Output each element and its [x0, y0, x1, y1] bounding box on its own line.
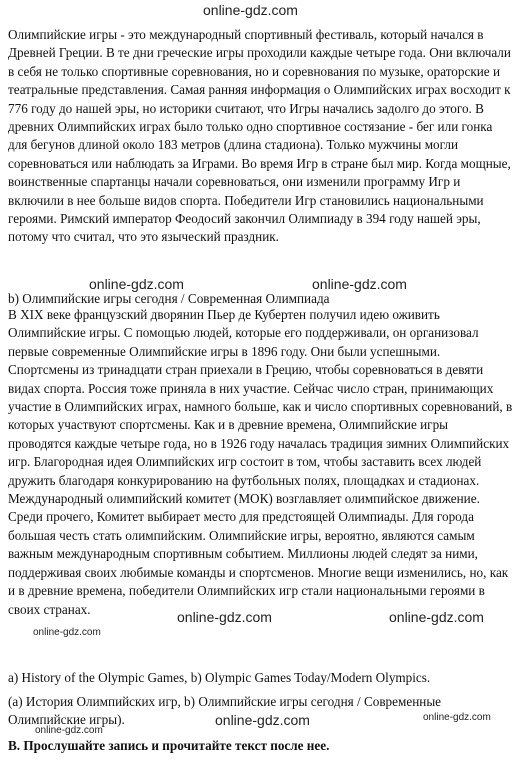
watermark-lower-left: online-gdz.com — [33, 627, 101, 638]
task-b-title: B. Прослушайте запись и прочитайте текст после нее. — [8, 738, 330, 753]
watermark-lower-right: online-gdz.com — [389, 609, 484, 625]
section-b-heading: b) Олимпийские игры сегодня / Современная Олимпиада — [8, 291, 330, 306]
watermark-lower-center: online-gdz.com — [177, 609, 272, 625]
watermark-top: online-gdz.com — [203, 2, 298, 18]
paragraph-modern-olympics: В XIX веке французский дворянин Пьер де Кубертен получил идею оживить Олимпийские игры. С помощью людей, которые его поддерживали, он организовал первые современные Олимпийские игры в 1896 году. Они были успешными. Спортсмены из тринадцати стран приехали в Грецию, чтобы соревноваться в девяти видах спорта. Россия тоже приняла в них участие. Сейчас число стран, принимающих участие в Олимпийских играх, намного больше, как и число спортивных соревнований, в которых участвуют спортсмены. Как и в древние времена, Олимпийские игры проводятся каждые четыре года, но в 1926 году началась традиция зимних Олимпийских игр. Благородная идея Олимпийских игр состоит в том, чтобы заставить всех людей дружить благодаря конкурированию на футбольных полях, площадках и стадионах. Международный олимпийский комитет (МОК) возглавляет олимпийское движение. Среди прочего, Комитет выбирает место для предстоящей Олимпиады. Для города большая честь стать олимпийским. Олимпийские игры, вероятно, являются самым важным международным спортивным событием. Миллионы людей следят за ними, поддерживая своих любимые команды и спортсменов. Многие вещи изменились, но, как и в древние времена, победители Олимпийских игр стали национальными героями в своих странах. — [8, 307, 513, 617]
watermark-bottom-right: online-gdz.com — [423, 712, 491, 723]
paragraph-olympic-history: Олимпийские игры - это международный спортивный фестиваль, который начался в Древней Греции. В те дни греческие игры проходили каждые четыре года. Они включали в себя не только спортивные соревнования, но и соревнования по музыке, ораторские и театральные представления. Самая ранняя информация о Олимпийских играх восходит к 776 году до нашей эры, но историки считают, что Игры начались задолго до этого. В древних Олимпийских играх было только одно спортивное состязание - бег или гонка для бегунов длиной около 183 метров (длина стадиона). Только мужчины могли соревноваться или наблюдать за Играми. Во время Игр в стране был мир. Когда мощные, воинственные спартанцы начали соревноваться, они изменили программу Игр и включили в нее больше видов спорта. Победители Игр становились национальными героями. Римский император Феодосий закончил Олимпиаду в 394 году нашей эры, потому что считал, что это языческий праздник. — [8, 27, 511, 245]
watermark-mid-left: online-gdz.com — [89, 276, 184, 292]
watermark-bottom-left: online-gdz.com — [35, 725, 103, 736]
watermark-mid-right: online-gdz.com — [312, 276, 407, 292]
answer-english: a) History of the Olympic Games, b) Olympic Games Today/Modern Olympics. — [8, 670, 431, 685]
watermark-bottom-center: online-gdz.com — [215, 712, 310, 728]
answer-russian: (a) История Олимпийских игр, b) Олимпийские игры сегодня / Современные Олимпийские игры). — [8, 694, 442, 728]
